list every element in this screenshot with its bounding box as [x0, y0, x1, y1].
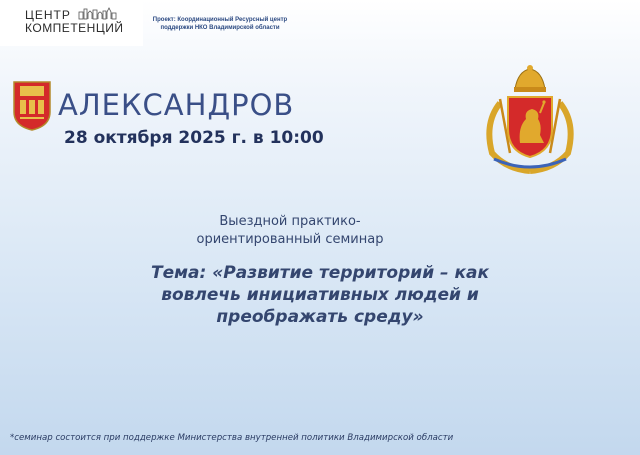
- seminar-line-1: Выездной практико-: [219, 214, 361, 229]
- seminar-line-2: ориентированный семинар: [196, 232, 384, 248]
- logo-text-line2: КОМПЕТЕНЦИЙ: [25, 21, 124, 35]
- event-date-time: 28 октября 2025 г. в 10:00: [64, 128, 324, 148]
- footnote: *семинар состоится при поддержке Министерства внутренней политики Владимирской области: [10, 433, 454, 443]
- logo-text-line1: ЦЕНТР: [25, 8, 71, 22]
- city-skyline-icon: [78, 6, 118, 20]
- theme-line-3: преображать среду»: [216, 307, 424, 328]
- city-title: АЛЕКСАНДРОВ: [58, 88, 295, 122]
- seminar-theme: [115, 262, 525, 328]
- theme-line-1: Тема: «Развитие территорий – как: [151, 263, 489, 283]
- alexandrov-coat-of-arms-icon: [12, 80, 52, 132]
- project-note: Проект: Координационный Ресурсный центр поддержки НКО Владимирской области: [152, 17, 288, 31]
- seminar-description: [150, 213, 430, 249]
- center-logo: [0, 0, 143, 46]
- vladimir-region-coat-of-arms-icon: [470, 63, 590, 175]
- theme-line-2: вовлечь инициативных людей и: [161, 285, 479, 306]
